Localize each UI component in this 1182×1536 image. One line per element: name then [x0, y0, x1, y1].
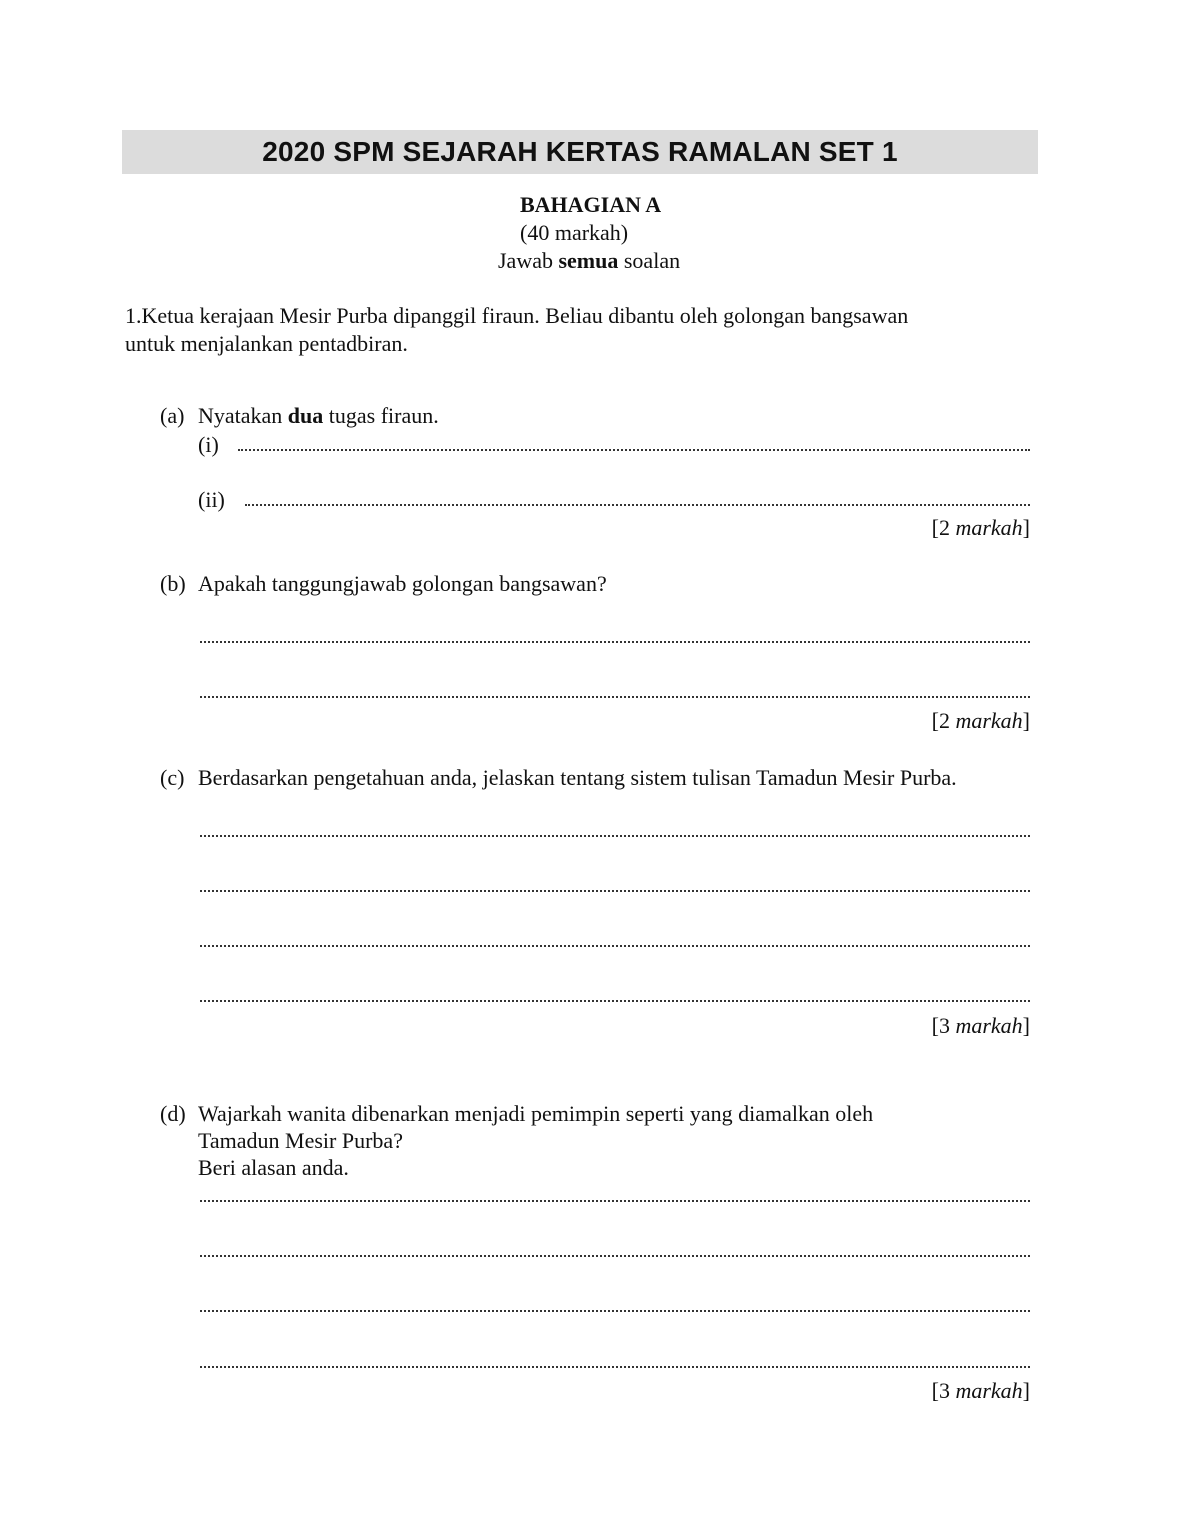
answer-line-c-2[interactable] — [200, 890, 1030, 892]
instruction-text-post: soalan — [618, 248, 681, 273]
answer-line-c-4[interactable] — [200, 1000, 1030, 1002]
instruction-text-pre: Jawab — [498, 248, 559, 273]
part-d-label: (d) — [160, 1101, 186, 1126]
part-a-label: (a) — [160, 403, 185, 428]
part-a-mark-number: 2 — [938, 515, 950, 540]
part-c-mark-number: 3 — [938, 1013, 950, 1038]
part-d-mark-word: markah — [955, 1378, 1023, 1403]
answer-line-b-1[interactable] — [200, 641, 1030, 643]
part-a-text-pre: Nyatakan — [198, 403, 288, 428]
part-a-text-bold: dua — [287, 403, 324, 428]
part-a-question — [198, 403, 439, 429]
part-a-sub-i-label: (i) — [198, 432, 219, 457]
answer-line-c-1[interactable] — [200, 835, 1030, 837]
answer-line-b-2[interactable] — [200, 696, 1030, 698]
answer-line-c-3[interactable] — [200, 945, 1030, 947]
answer-line-d-4[interactable] — [200, 1366, 1030, 1368]
part-b-mark-word: markah — [955, 708, 1023, 733]
part-c-mark-word: markah — [955, 1013, 1023, 1038]
answer-line-d-2[interactable] — [200, 1255, 1030, 1257]
part-b-question: Apakah tanggungjawab golongan bangsawan? — [198, 571, 607, 596]
section-instruction — [498, 248, 680, 274]
answer-line-a-ii[interactable] — [245, 504, 1030, 506]
part-d-question-line-3: Beri alasan anda. — [198, 1155, 349, 1180]
answer-line-a-i[interactable] — [238, 449, 1030, 451]
part-c-marks: [3 markah] — [931, 1013, 1030, 1038]
part-d-question-line-2: Tamadun Mesir Purba? — [198, 1128, 403, 1153]
part-c-label: (c) — [160, 765, 185, 790]
part-b-marks: [2 markah] — [931, 708, 1030, 733]
part-a-sub-ii-label: (ii) — [198, 487, 225, 512]
part-c-question: Berdasarkan pengetahuan anda, jelaskan tentang sistem tulisan Tamadun Mesir Purba. — [198, 765, 957, 790]
section-total-marks: (40 markah) — [520, 220, 629, 245]
part-a-text-post: tugas firaun. — [323, 403, 439, 428]
answer-line-d-3[interactable] — [200, 1310, 1030, 1312]
part-d-mark-number: 3 — [938, 1378, 950, 1403]
question-1-stem-line-1: 1.Ketua kerajaan Mesir Purba dipanggil firaun. Beliau dibantu oleh golongan bangsawan — [125, 303, 909, 328]
title-banner — [122, 130, 1038, 174]
section-heading: BAHAGIAN A — [520, 192, 662, 217]
page-title: 2020 SPM SEJARAH KERTAS RAMALAN SET 1 — [262, 136, 898, 167]
part-d-marks: [3 markah] — [931, 1378, 1030, 1403]
question-1-stem-line-2: untuk menjalankan pentadbiran. — [125, 331, 408, 356]
answer-line-d-1[interactable] — [200, 1200, 1030, 1202]
part-a-mark-word: markah — [955, 515, 1023, 540]
part-b-label: (b) — [160, 571, 186, 596]
part-a-marks: [2 markah] — [931, 515, 1030, 540]
part-d-question-line-1: Wajarkah wanita dibenarkan menjadi pemimpin seperti yang diamalkan oleh — [198, 1101, 874, 1126]
part-b-mark-number: 2 — [938, 708, 950, 733]
instruction-text-bold: semua — [558, 248, 619, 273]
